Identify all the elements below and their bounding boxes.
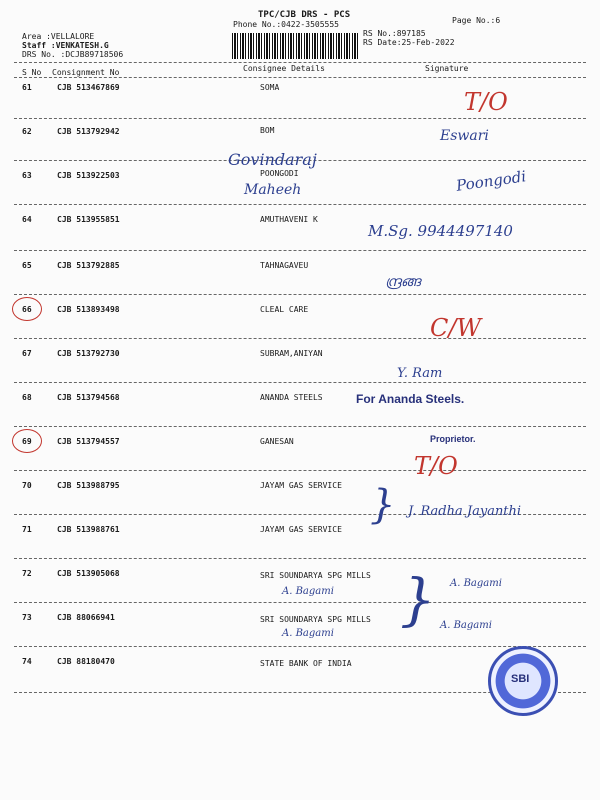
row-consignee: JAYAM GAS SERVICE: [260, 525, 342, 534]
row-consignment: CJB 513893498: [57, 305, 120, 314]
row-consignee: POONGODI: [260, 169, 299, 178]
row-divider: [14, 646, 586, 647]
col-consignment: Consignment No: [52, 68, 120, 77]
handwritten-signature: A. Bagami: [450, 578, 502, 589]
row-divider: [14, 118, 586, 119]
row-divider: [14, 426, 586, 427]
barcode: [232, 33, 360, 59]
row-sno: 70: [22, 481, 32, 490]
row-divider: [14, 204, 586, 205]
row-divider: [14, 602, 586, 603]
row-sno: 64: [22, 215, 32, 224]
row-consignee: BOM: [260, 126, 275, 135]
row-consignment: CJB 513955851: [57, 215, 120, 224]
row-consignee: SOMA: [260, 83, 280, 92]
row-sno: 72: [22, 569, 32, 578]
brace-mark: }: [400, 568, 436, 633]
handwritten-mark: C/W: [430, 314, 482, 342]
rs-number: RS No.:897185: [363, 29, 426, 38]
columns-divider: [14, 77, 586, 78]
page-number: Page No.:6: [452, 16, 501, 25]
row-consignment: CJB 513792885: [57, 261, 120, 270]
handwritten-signature: Y. Ram: [397, 366, 443, 381]
row-divider: [14, 250, 586, 251]
row-sno: 68: [22, 393, 32, 402]
area-label: Area :VELLALORE: [22, 32, 95, 41]
row-sno: 71: [22, 525, 32, 534]
row-consignment: CJB 513988761: [57, 525, 120, 534]
stamp-role: Proprietor.: [430, 434, 476, 444]
row-divider: [14, 294, 586, 295]
company-stamp: For Ananda Steels.: [356, 392, 465, 406]
drs-number: DRS No. :DCJB89718506: [22, 50, 124, 59]
row-consignee: AMUTHAVENI K: [260, 215, 318, 224]
seal-text: SBI: [511, 673, 530, 685]
row-consignment: CJB 513792730: [57, 349, 120, 358]
row-divider: [14, 338, 586, 339]
handwritten-signature: A. Bagami: [282, 628, 334, 639]
staff-label: Staff :VENKATESH.G: [22, 41, 109, 50]
handwritten-signature: A. Bagami: [282, 586, 334, 597]
row-consignment: CJB 513794557: [57, 437, 120, 446]
row-consignee: SUBRAM,ANIYAN: [260, 349, 323, 358]
row-sno: 62: [22, 127, 32, 136]
row-consignee: JAYAM GAS SERVICE: [260, 481, 342, 490]
row-consignee: ANANDA STEELS: [260, 393, 323, 402]
row-consignment: CJB 88180470: [57, 657, 115, 666]
row-consignment: CJB 513922503: [57, 171, 120, 180]
handwritten-name: Poongodi: [455, 167, 528, 195]
row-consignee: SRI SOUNDARYA SPG MILLS: [260, 615, 371, 624]
row-sno: 73: [22, 613, 32, 622]
header-divider: [14, 62, 586, 63]
handwritten-signature: ന്ദ്രങ്ങ: [385, 274, 421, 290]
handwritten-name: Eswari: [440, 128, 489, 144]
row-consignee: TAHNAGAVEU: [260, 261, 309, 270]
row-consignee: GANESAN: [260, 437, 294, 446]
row-sno: 63: [22, 171, 32, 180]
row-consignee: SRI SOUNDARYA SPG MILLS: [260, 571, 371, 580]
row-consignment: CJB 513905068: [57, 569, 120, 578]
row-sno: 67: [22, 349, 32, 358]
col-signature: Signature: [425, 64, 469, 73]
row-divider: [14, 470, 586, 471]
col-sno: S No: [22, 68, 42, 77]
row-consignee: STATE BANK OF INDIA: [260, 659, 352, 668]
rs-date: RS Date:25-Feb-2022: [363, 38, 455, 47]
row-sno: 74: [22, 657, 32, 666]
row-divider: [14, 558, 586, 559]
handwritten-signature: J. Radha Jayanthi: [408, 504, 522, 519]
handwritten-signature: Govindaraj: [228, 150, 317, 169]
row-consignee: CLEAL CARE: [260, 305, 309, 314]
handwritten-mark: T/O: [414, 452, 458, 480]
col-consignee: Consignee Details: [243, 64, 325, 73]
handwritten-signature: Maheeh: [244, 182, 302, 198]
circle-mark: [12, 297, 42, 321]
phone-number: Phone No.:0422-3505555: [233, 20, 339, 29]
row-sno: 65: [22, 261, 32, 270]
circle-mark: [12, 429, 42, 453]
row-consignment: CJB 88066941: [57, 613, 115, 622]
row-sno: 66: [22, 305, 32, 314]
handwritten-signature: A. Bagami: [440, 620, 492, 631]
row-consignment: CJB 513988795: [57, 481, 120, 490]
bank-seal: [488, 646, 558, 716]
row-consignment: CJB 513467869: [57, 83, 120, 92]
handwritten-signature: M.Sg. 9944497140: [368, 222, 513, 240]
row-sno: 61: [22, 83, 32, 92]
brace-mark: }: [370, 482, 396, 528]
row-consignment: CJB 513794568: [57, 393, 120, 402]
sheet-title: TPC/CJB DRS - PCS: [258, 10, 351, 20]
row-divider: [14, 382, 586, 383]
handwritten-mark: T/O: [464, 88, 508, 116]
row-consignment: CJB 513792942: [57, 127, 120, 136]
row-sno: 69: [22, 437, 32, 446]
